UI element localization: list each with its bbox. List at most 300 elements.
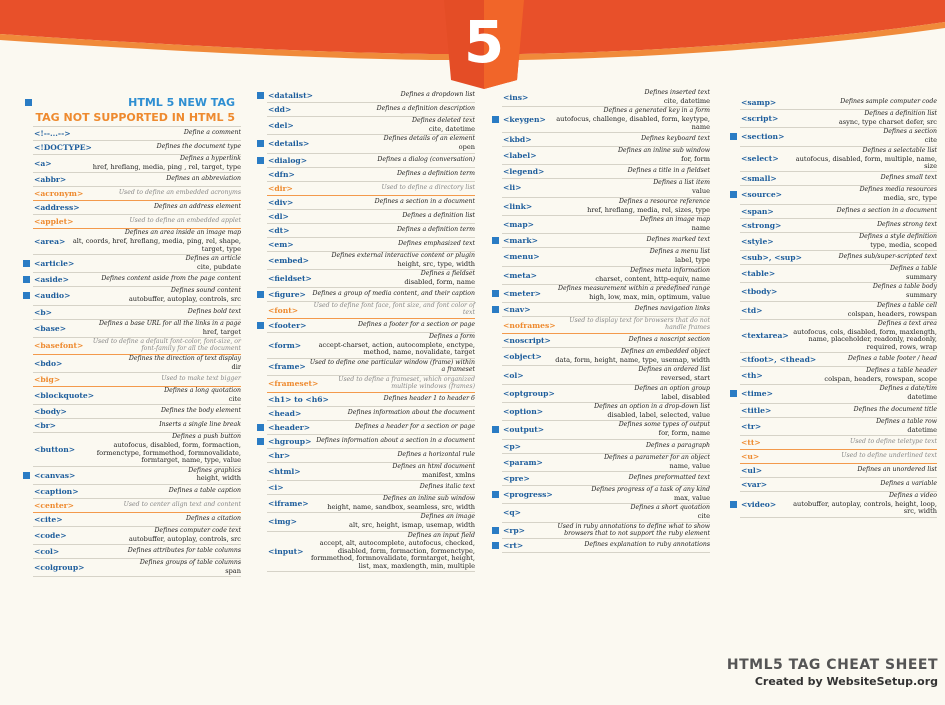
tag-info — [79, 488, 241, 495]
tag-description: Defines emphasized text — [398, 239, 475, 247]
tag-row — [267, 435, 475, 449]
tag-info — [782, 187, 937, 202]
tag-row — [502, 89, 710, 107]
tag-info — [555, 386, 710, 401]
tag-info — [309, 253, 475, 268]
tag-description: Defines a horizontal rule — [397, 450, 475, 458]
tag-attributes: autofocus, disabled, form, formaction, formenctype, formmethod, formnovalidate, formtarget, name, type, value — [96, 441, 241, 465]
new-tag-marker-icon — [257, 291, 264, 298]
tag-attributes: span — [225, 567, 241, 576]
tag-attributes: cite — [228, 395, 241, 404]
tag-name: <hgroup> — [268, 436, 312, 446]
tag-info — [311, 438, 475, 445]
tag-info — [542, 349, 710, 364]
header-banner — [0, 0, 945, 92]
tag-description: Defines marked text — [646, 236, 710, 244]
tag-row — [267, 376, 475, 393]
tag-attributes: summary — [906, 291, 937, 300]
tag-name: <address> — [34, 203, 80, 213]
tag-info — [63, 516, 241, 523]
tag-name: <dialog> — [268, 155, 308, 165]
tag-name: <col> — [34, 547, 60, 557]
tag-attributes: high, low, max, min, optimum, value — [589, 292, 710, 301]
tag-attributes: colspan, headers, rowspan — [847, 309, 937, 318]
tag-info — [66, 176, 241, 183]
tag-info — [537, 148, 710, 163]
tag-info — [546, 108, 710, 131]
tag-description: Defines a citation — [186, 514, 241, 522]
new-tag-marker-icon — [257, 438, 264, 445]
tag-name: <ol> — [503, 370, 524, 380]
tag-info — [532, 136, 710, 143]
tag-description: Defines a section — [883, 128, 937, 136]
tag-row — [267, 117, 475, 135]
tag-attributes: summary — [906, 272, 937, 281]
tag-info — [534, 217, 710, 232]
tag-row — [740, 265, 937, 283]
tag-info — [816, 356, 937, 363]
tag-row — [33, 273, 241, 287]
tag-info — [74, 256, 241, 271]
tag-name: <!--...--> — [34, 129, 71, 138]
tag-info — [74, 502, 241, 509]
tag-description: Used to define teletype text — [849, 437, 937, 445]
tag-row — [267, 224, 475, 238]
tag-row — [740, 436, 937, 450]
tag-info — [762, 467, 937, 474]
tag-name: <fieldset> — [268, 274, 312, 284]
tag-attributes: data, form, height, name, type, usemap, width — [555, 356, 710, 364]
column-2 — [267, 89, 475, 572]
tag-name: <center> — [34, 500, 75, 510]
new-tag-marker-icon — [23, 472, 30, 479]
tag-description: Defines a list item — [653, 179, 710, 187]
tag-name: <dl> — [268, 211, 289, 221]
tag-name: <meter> — [503, 289, 541, 299]
tag-row — [33, 287, 241, 305]
tag-info — [771, 407, 937, 414]
tag-name: <acronym> — [34, 189, 84, 199]
tag-row — [740, 172, 937, 186]
tag-name: <a> — [34, 159, 52, 169]
tag-attributes: href, hreflang, media, ping , rel, target, type — [92, 162, 241, 171]
tag-row — [502, 133, 710, 147]
tag-info — [56, 422, 241, 429]
tag-row — [740, 110, 937, 128]
tag-name: <rt> — [503, 541, 524, 551]
tag-attributes: href, target — [202, 327, 241, 336]
tag-row — [502, 179, 710, 197]
tag-attributes: for, form, name — [658, 429, 710, 438]
new-tag-marker-icon — [730, 390, 737, 397]
tag-info — [540, 249, 710, 264]
tag-info — [761, 439, 937, 446]
tag-name: <ul> — [741, 465, 763, 475]
tag-name: <optgroup> — [503, 388, 555, 398]
tag-description: Defines a parameter for an object — [604, 453, 710, 461]
tag-attributes: cite — [697, 512, 710, 521]
tag-description: Defines a resource reference — [618, 197, 710, 205]
tag-row — [267, 270, 475, 288]
tag-name: <video> — [741, 499, 777, 509]
tag-info — [310, 424, 475, 431]
tag-row — [502, 165, 710, 179]
tag-row — [502, 334, 710, 348]
tag-info — [65, 230, 241, 253]
tag-description: Defines navigation links — [634, 305, 710, 313]
tag-name: <form> — [268, 340, 302, 350]
tag-description: Defines some types of output — [618, 421, 710, 429]
tag-attributes: autobuffer, autoplay, controls, height, loop, src, width — [793, 499, 937, 516]
tag-row — [33, 173, 241, 187]
tag-name: <mark> — [503, 236, 538, 246]
tag-row — [740, 385, 937, 403]
tag-description: Defines a long quotation — [164, 387, 241, 395]
tag-name: <dir> — [268, 183, 293, 193]
tag-info — [523, 542, 710, 549]
tag-name: <frameset> — [268, 379, 319, 389]
new-tag-marker-icon — [492, 306, 499, 313]
tag-description: Defines bold text — [187, 307, 241, 315]
tag-name: <textarea> — [741, 331, 789, 341]
tag-info — [312, 271, 475, 286]
tag-row — [740, 367, 937, 385]
tag-row — [267, 210, 475, 224]
tag-description: Defines a table body — [872, 283, 937, 291]
tag-info — [789, 321, 937, 351]
tag-name: <table> — [741, 269, 776, 279]
tag-row — [267, 393, 475, 407]
tag-name: <output> — [503, 425, 545, 435]
tag-name: <frame> — [268, 362, 306, 372]
tag-name: <abbr> — [34, 175, 67, 185]
tag-name: <datalist> — [268, 91, 313, 100]
tag-name: <var> — [741, 479, 768, 489]
tag-description: Defines a title in a fieldset — [627, 167, 710, 175]
tag-row — [267, 319, 475, 333]
tag-name: <footer> — [268, 321, 307, 331]
tag-row — [267, 182, 475, 196]
tag-description: Defines measurement within a predefined range — [558, 284, 710, 292]
tag-attributes: disabled, label, selected, value — [607, 410, 710, 419]
tag-name: <area> — [34, 237, 66, 247]
tag-description: Defines header 1 to header 6 — [383, 394, 475, 402]
tag-name: <del> — [268, 121, 294, 131]
tag-description: Defines a hyperlink — [180, 155, 241, 162]
tag-info — [781, 222, 937, 229]
tag-attributes: open — [458, 143, 475, 152]
tag-name: <samp> — [741, 98, 777, 107]
tag-attributes: autofocus, disabled, form, multiple, name, size — [795, 154, 937, 170]
tag-row — [740, 219, 937, 233]
tag-row — [502, 317, 710, 334]
tag-info — [291, 106, 475, 113]
tag-name: <span> — [741, 206, 774, 216]
tag-name: <title> — [741, 405, 772, 415]
tag-row — [502, 523, 710, 540]
tag-name: <dt> — [268, 225, 290, 235]
new-tag-marker-icon — [492, 290, 499, 297]
tag-row — [502, 348, 710, 366]
tag-description: Used to display text for browsers that do not handle frames — [569, 317, 710, 332]
tag-description: Defines a variable — [880, 479, 937, 487]
tag-info — [761, 419, 937, 434]
tag-name: <nav> — [503, 305, 531, 315]
tag-row — [267, 196, 475, 210]
tag-description: Defines an image — [420, 513, 475, 521]
tag-row — [33, 433, 241, 466]
tag-info — [774, 208, 937, 215]
tag-attributes: type, media, scoped — [870, 240, 937, 249]
tag-description: Defines italic text — [419, 482, 475, 490]
tag-row — [740, 464, 937, 478]
tag-name: <section> — [741, 132, 785, 142]
tag-description: Defines a definition term — [396, 169, 475, 177]
tag-info — [59, 548, 241, 555]
tag-info — [309, 136, 475, 151]
tag-attributes: name — [691, 223, 710, 232]
tag-description: Used to center align text and content — [123, 500, 241, 508]
tag-name: <tr> — [741, 421, 762, 431]
tag-row — [740, 404, 937, 418]
tag-description: Used to define a directory list — [381, 183, 475, 191]
new-tag-marker-icon — [257, 322, 264, 329]
tag-name: <br> — [34, 421, 57, 431]
tag-info — [538, 237, 710, 244]
tag-info — [67, 408, 241, 415]
tag-name: <ins> — [503, 93, 529, 103]
tag-description: Defines a style definition — [859, 232, 937, 240]
new-tag-marker-icon — [25, 99, 32, 106]
tag-description: Defines a table cell — [876, 301, 937, 309]
tag-row — [502, 248, 710, 266]
tag-name: <i> — [268, 482, 284, 492]
tag-info — [522, 180, 711, 195]
tag-row — [502, 454, 710, 472]
tag-description: Defines information about the document — [347, 408, 475, 416]
tag-row — [267, 421, 475, 435]
tag-row — [740, 478, 937, 492]
tag-info — [528, 90, 710, 105]
tag-row — [740, 128, 937, 146]
tag-name: <select> — [741, 154, 779, 164]
tag-info — [763, 303, 937, 318]
tag-row — [502, 403, 710, 421]
tag-name: <details> — [268, 139, 310, 149]
tag-info — [66, 321, 241, 336]
tag-row — [33, 387, 241, 405]
tag-attributes: charset, content, http-equiv, name — [595, 274, 710, 283]
tag-name: <noscript> — [503, 336, 551, 346]
tag-row — [33, 338, 241, 355]
tag-name: <progress> — [503, 490, 553, 500]
tag-row — [33, 559, 241, 577]
tag-name: <tbody> — [741, 287, 778, 297]
tag-attributes: colspan, headers, rowspan, scope — [824, 374, 937, 383]
tag-description: Defines deleted text — [411, 117, 475, 124]
tag-name: <sub>, <sup> — [741, 252, 802, 262]
tag-info — [60, 376, 241, 383]
tag-attributes: autofocus, challenge, disabled, form, keytype, name — [556, 115, 710, 131]
tag-row — [33, 513, 241, 527]
tag-name: <audio> — [34, 291, 71, 301]
tag-attributes: media, src, type — [883, 194, 937, 203]
tag-description: Defines inserted text — [644, 89, 710, 96]
tag-description: Defines sample computer code — [840, 98, 937, 106]
tag-row — [267, 288, 475, 302]
tag-info — [80, 204, 241, 211]
tag-name: <dd> — [268, 105, 292, 114]
tag-description: Defines a paragraph — [645, 441, 710, 449]
tag-row — [33, 255, 241, 273]
tag-name: <base> — [34, 323, 67, 333]
tag-row — [740, 492, 937, 518]
tag-info — [774, 234, 937, 249]
tag-row — [33, 187, 241, 201]
tag-description: Defines the document type — [156, 143, 241, 151]
tag-attributes: height, src, type, width — [397, 259, 475, 268]
tag-row — [33, 405, 241, 419]
tag-row — [33, 320, 241, 338]
tag-description: Defines a table header — [866, 366, 937, 374]
tag-info — [69, 276, 241, 283]
tag-row — [267, 495, 475, 513]
tag-info — [70, 288, 241, 303]
tag-row — [502, 504, 710, 522]
tag-description: Defines a definition description — [376, 105, 475, 113]
tag-attributes: manifest, xmlns — [422, 470, 475, 479]
tag-info — [301, 334, 475, 357]
tag-info — [531, 306, 710, 313]
tag-attributes: cite, datetime — [663, 96, 710, 105]
tag-name: <dfn> — [268, 169, 295, 179]
tag-attributes: label, type — [675, 256, 710, 265]
tag-description: Defines a dialog (conversation) — [377, 155, 475, 163]
new-tag-marker-icon — [492, 527, 499, 534]
tag-description: Used to define an embedded acronyms — [118, 189, 241, 197]
tag-description: Defines a selectable list — [862, 146, 937, 154]
new-tag-marker-icon — [730, 133, 737, 140]
new-tag-marker-icon — [257, 140, 264, 147]
new-tag-marker-icon — [257, 157, 264, 164]
tag-row — [740, 205, 937, 219]
tag-info — [71, 130, 241, 137]
tag-info — [532, 199, 710, 214]
tag-info — [802, 254, 937, 261]
tag-name: <applet> — [34, 217, 74, 227]
new-tag-marker-icon — [23, 260, 30, 267]
tag-name: <iframe> — [268, 499, 309, 509]
html5-logo — [444, 0, 524, 89]
tag-row — [740, 353, 937, 367]
logo-text: 5 — [463, 8, 505, 76]
tag-name: <figure> — [268, 290, 306, 300]
tag-attributes: datetime — [907, 425, 937, 434]
tag-info — [294, 241, 475, 248]
tag-description: Defines keyboard text — [641, 135, 710, 143]
tag-row — [33, 215, 241, 229]
tag-name: <canvas> — [34, 470, 76, 480]
tag-info — [784, 129, 937, 144]
tag-attributes: max, value — [673, 493, 710, 502]
tag-info — [537, 268, 710, 283]
tag-info — [763, 368, 937, 383]
tag-row — [502, 147, 710, 165]
tag-attributes: disabled, form, name — [404, 277, 475, 286]
tag-row — [740, 283, 937, 301]
tag-attributes: cite — [924, 136, 937, 145]
tag-row — [267, 154, 475, 168]
tag-row — [502, 421, 710, 439]
tag-row — [267, 168, 475, 182]
tag-info — [777, 175, 937, 182]
tag-description: Used to define an embedded applet — [129, 217, 241, 225]
footer — [716, 657, 938, 688]
tag-description: Defines attributes for table columns — [127, 547, 241, 555]
tag-attributes: alt, coords, href, hreflang, media, ping, rel, shape, target, type — [72, 237, 241, 253]
tag-row — [267, 103, 475, 117]
tag-name: <td> — [741, 305, 763, 315]
new-tag-marker-icon — [492, 116, 499, 123]
tag-name: <th> — [741, 371, 763, 381]
tag-row — [502, 440, 710, 454]
new-tag-marker-icon — [730, 501, 737, 508]
tag-name: <style> — [741, 236, 774, 246]
tag-name: <keygen> — [503, 115, 546, 125]
tag-description: Defines a fieldset — [420, 269, 475, 277]
tag-info — [543, 455, 710, 470]
tag-info — [294, 118, 475, 133]
tag-description: Defines a text area — [877, 319, 937, 327]
tag-info — [541, 286, 710, 301]
tag-info — [777, 284, 937, 299]
tag-row — [33, 527, 241, 545]
tag-info — [301, 410, 475, 417]
tag-info — [307, 157, 475, 164]
tag-description: Defines a form — [428, 333, 475, 341]
new-tag-marker-icon — [257, 92, 264, 99]
tag-attributes: autofocus, cols, disabled, form, maxlength, name, placeholder, readonly, readonly, required, rows, wrap — [793, 327, 937, 351]
tag-description: Defines a header for a section or page — [354, 422, 475, 430]
tag-name: <aside> — [34, 275, 69, 285]
legend-new-tag: HTML 5 NEW TAG — [128, 96, 235, 109]
tag-description: Defines content aside from the page content — [101, 275, 241, 283]
tag-row — [267, 333, 475, 359]
tag-description: Defines an article — [185, 255, 241, 262]
tag-description: Defines the direction of text display — [128, 354, 241, 362]
tag-row — [502, 234, 710, 248]
tag-row — [267, 449, 475, 463]
tag-description: Defines a section in a document — [374, 197, 475, 205]
new-tag-marker-icon — [492, 491, 499, 498]
tag-row — [33, 545, 241, 559]
tag-description: Defines an area inside an image map — [124, 229, 241, 237]
tag-info — [293, 199, 475, 206]
tag-row — [267, 302, 475, 319]
tag-name: <noframes> — [503, 320, 556, 330]
tag-name: <q> — [503, 508, 522, 518]
tag-row — [740, 320, 937, 353]
tag-row — [502, 539, 710, 553]
tag-info — [306, 360, 475, 374]
tag-info — [303, 533, 475, 570]
tag-name: <label> — [503, 151, 537, 161]
tag-description: Defines preformatted text — [628, 473, 710, 481]
tag-name: <div> — [268, 197, 294, 207]
tag-info — [544, 168, 710, 175]
tag-info — [94, 388, 241, 403]
tag-name: <em> — [268, 239, 294, 249]
